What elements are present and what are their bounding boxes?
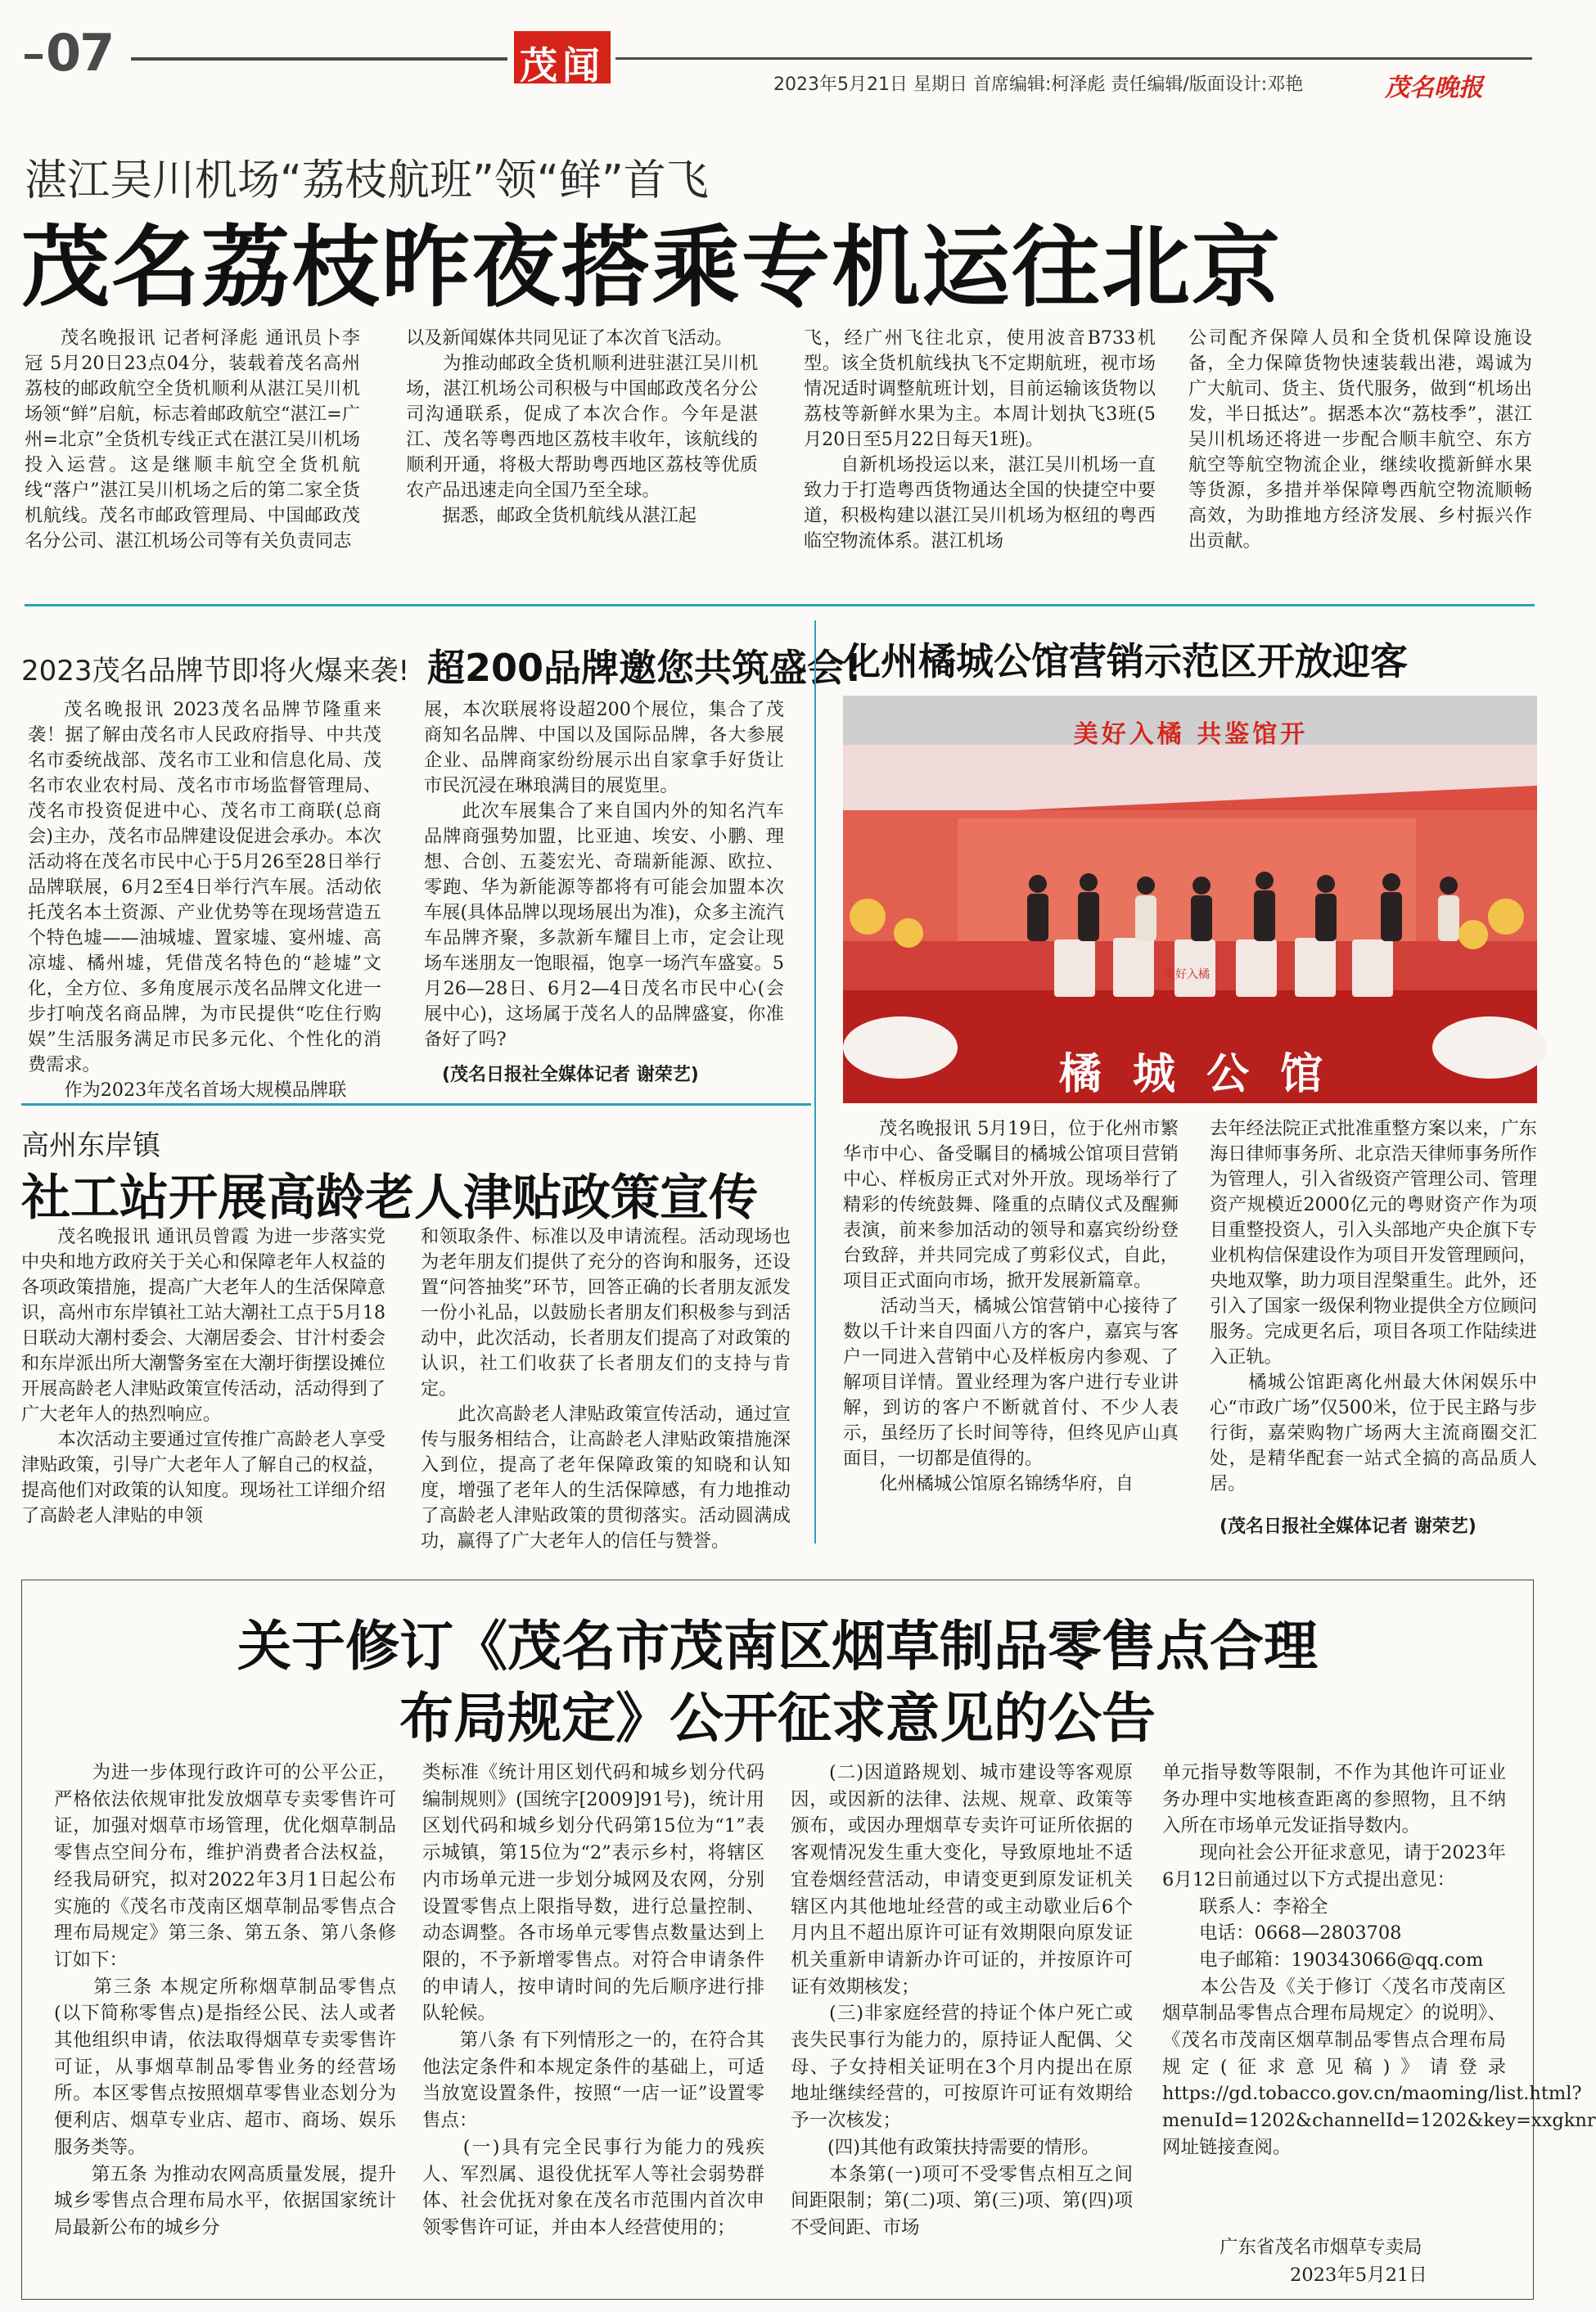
story2-headline: 超200品牌邀您共筑盛会!	[427, 646, 862, 690]
masthead-rule-left	[131, 57, 507, 61]
story3-column-1: 茂名晚报讯 通讯员曾霞 为进一步落实党中央和地方政府关于关心和保障老年人权益的各项政策措施，提高广大老年人的生活保障意识，高州市东岸镇社工站大潮社工点于5月18日联动大潮村委会、大潮居委会、甘汁村委会和东岸派出所大潮警务室在大潮圩街摆设摊位开展高龄老人津贴政策宣传活动，活动得到了广大老年人的热烈响应。 本次活动主要通过宣传推广高龄老人享受津贴政策，引导广大老年人了解自己的权益，提高他们对政策的认知度。现场社工详细介绍了高龄老人津贴的申领	[21, 1226, 385, 1526]
page-number: 07	[25, 23, 113, 83]
notice-column-2: 类标准《统计用区划代码和城乡划分代码编制规则》(国统字[2009]91号)，统计用区划代码和城乡划分代码第15位为“1”表示城镇，第15位为“2”表示乡村，将辖区内市场单元进一步划分城网及农网，分别设置零售点上限指导数，进行总量控制、动态调整。各市场单元零售点数量达到上限的，不予新增零售点。对符合申请条件的申请人，按申请时间的先后顺序进行排队轮候。 第八条 有下列情形之一的，在符合其他法定条件和本规定条件的基础上，可适当放宽设置条件，按照“一店一证”设置零售点： (一)具有完全民事行为能力的残疾人、军烈属、退役优抚军人等社会弱势群体、社会优抚对象在茂名市范围内首次申领零售许可证，并由本人经营使用的；	[422, 1762, 764, 2238]
divider-1	[25, 604, 1535, 606]
photo-panel-text: 美好入橘	[1164, 968, 1210, 981]
story1-column-2: 以及新闻媒体共同见证了本次首飞活动。 为推动邮政全货机顺利进驻湛江吴川机场，湛江机场公司积极与中国邮政茂名分公司沟通联系，促成了本次合作。今年是湛江、茂名等粤西地区荔枝丰收年，该航线的顺利开通，将极大帮助粤西地区荔枝等优质农产品迅速走向全国乃至全球。 据悉，邮政全货机航线从湛江起	[406, 327, 758, 526]
story3-kicker: 高州东岸镇	[21, 1129, 160, 1162]
masthead	[0, 0, 1558, 102]
photo-banner-text: 美好入橘 共鉴馆开	[1073, 720, 1309, 749]
notice-sign-date: 2023年5月21日	[1290, 2265, 1427, 2286]
masthead-rule-right	[615, 57, 1532, 60]
section-label: 茂闻	[520, 43, 605, 88]
story2-byline: (茂名日报社全媒体记者 谢荣艺)	[442, 1065, 699, 1085]
notice-column-4: 单元指导数等限制，不作为其他许可证业务办理中实地核查距离的参照物，且不纳入所在市场单元发证指导数内。 现向社会公开征求意见，请于2023年6月12日前通过以下方式提出意见： 联系人：李裕全 电话：0668—2803708 电子邮箱：190343066@qq.com 本公告及《关于修订〈茂名市茂南区烟草制品零售点合理布局规定〉的说明》、《茂名市茂南区烟草制品零售点合理布局规定(征求意见稿)》请登录https://gd.tobacco.gov.cn/maoming/list.html?menuId=1202&channelId=1202&key=xxgknr网址链接查阅。	[1162, 1762, 1596, 2158]
column-rule-vertical	[814, 620, 816, 1544]
story4-column-2: 去年经法院正式批准重整方案以来，广东海日律师事务所、北京浩天律师事务所作为管理人，引入省级资产管理公司、管理资产规模近2000亿元的粤财资产作为项目重整投资人，引入头部地产央企旗下专业机构信保建设作为项目开发管理顾问，央地双擎，助力项目涅槃重生。此外，还引入了国家一级保利物业提供全方位顾问服务。完成更名后，项目各项工作陆续进入正轨。 橘城公馆距离化州最大休闲娱乐中心“市政广场”仅500米，位于民主路与步行街，嘉荣购物广场两大主流商圈交汇处，是精华配套一站式全搞的高品质人居。	[1210, 1118, 1537, 1494]
photo-stage-text: 橘 城 公 馆	[1058, 1049, 1332, 1099]
story2-kicker: 2023茂名品牌节即将火爆来袭!	[21, 655, 410, 687]
notice-title-line-1: 关于修订《茂名市茂南区烟草制品零售点合理	[237, 1614, 1318, 1678]
notice-title-line-2: 布局规定》公开征求意见的公告	[399, 1686, 1156, 1750]
divider-2	[21, 1103, 811, 1106]
story1-kicker: 湛江吴川机场“荔枝航班”领“鲜”首飞	[25, 156, 709, 205]
notice-column-1: 为进一步体现行政许可的公平公正，严格依法依规审批发放烟草专卖零售许可证，加强对烟草市场管理，优化烟草制品零售点空间分布，维护消费者合法权益，经我局研究，拟对2022年3月1日起公布实施的《茂名市茂南区烟草制品零售点合理布局规定》第三条、第五条、第八条修订如下： 第三条 本规定所称烟草制品零售点(以下简称零售点)是指经公民、法人或者其他组织申请，依法取得烟草专卖零售许可证，从事烟草制品零售业务的经营场所。本区零售点按照烟草零售业态划分为便利店、烟草专业店、超市、商场、娱乐服务类等。 第五条 为推动农网高质量发展，提升城乡零售点合理布局水平，依据国家统计局最新公布的城乡分	[54, 1762, 396, 2238]
story1-headline: 茂名荔枝昨夜搭乘专机运往北京	[21, 217, 1283, 319]
notice-column-3: (二)因道路规划、城市建设等客观原因，或因新的法律、法规、规章、政策等颁布，或因办理烟草专卖许可证所依据的客观情况发生重大变化，导致原地址不适宜卷烟经营活动，申请变更到原发证机关辖区内其他地址经营的或主动歇业后6个月内且不超出原许可证有效期限向原发证机关重新申请新办许可证的，并按原许可证有效期核发； (三)非家庭经营的持证个体户死亡或丧失民事行为能力的，原持证人配偶、父母、子女持相关证明在3个月内提出在原地址继续经营的，可按原许可证有效期给予一次核发； (四)其他有政策扶持需要的情形。 本条第(一)项可不受零售点相互之间间距限制；第(二)项、第(三)项、第(四)项不受间距、市场	[791, 1762, 1133, 2238]
issue-info: 2023年5月21日 星期日 首席编辑:柯泽彪 责任编辑/版面设计:邓艳	[773, 74, 1304, 95]
story1-column-4: 公司配齐保障人员和全货机保障设施设备，全力保障货物快速装载出港，竭诚为广大航司、货主、货代服务，做到“机场出发，半日抵达”。据悉本次“荔枝季”，湛江吴川机场还将进一步配合顺丰航空、东方航空等航空物流企业，继续收揽新鲜水果等货源，多措并举保障粤西航空物流顺畅高效，为助推地方经济发展、乡村振兴作出贡献。	[1188, 327, 1532, 552]
story3-headline: 社工站开展高龄老人津贴政策宣传	[21, 1170, 758, 1227]
story4-byline: (茂名日报社全媒体记者 谢荣艺)	[1220, 1517, 1477, 1537]
newspaper-logo: 茂名晚报	[1385, 74, 1483, 102]
story4-column-1: 茂名晚报讯 5月19日，位于化州市繁华市中心、备受瞩目的橘城公馆项目营销中心、样板房正式对外开放。现场举行了精彩的传统鼓舞、隆重的点睛仪式及醒狮表演，前来参加活动的领导和嘉宾纷纷登台致辞，并共同完成了剪彩仪式，自此，项目正式面向市场，掀开发展新篇章。 活动当天，橘城公馆营销中心接待了数以千计来自四面八方的客户，嘉宾与客户一同进入营销中心及样板房内参观、了解项目详情。置业经理为客户进行专业讲解，到访的客户不断就首付、不少人表示，虽经历了长时间等待，但终见庐山真面目，一切都是值得的。 化州橘城公馆原名锦绣华府，自	[843, 1118, 1179, 1494]
notice-signer: 广东省茂名市烟草专卖局	[1220, 2237, 1422, 2258]
story4-headline: 化州橘城公馆营销示范区开放迎客	[843, 639, 1408, 683]
story2-column-1: 茂名晚报讯 2023茂名品牌节隆重来袭！据了解由茂名市人民政府指导、中共茂名市委统战部、茂名市工业和信息化局、茂名市农业农村局、茂名市市场监督管理局、茂名市投资促进中心、茂名市工商联(总商会)主办，茂名市品牌建设促进会承办。本次活动将在茂名市民中心于5月26至28日举行品牌联展，6月2至4日举行汽车展。活动依托茂名本土资源、产业优势等在现场营造五个特色墟——油城墟、置家墟、宴州墟、高凉墟、橘州墟，凭借茂名特色的“趁墟”文化，全方位、多角度展示茂名品牌文化进一步打响茂名商品牌，为市民提供“吃住行购娱”生活服务满足市民多元化、个性化的消费需求。 作为2023年茂名首场大规模品牌联	[28, 699, 381, 1101]
story3-column-2: 和领取条件、标准以及申请流程。活动现场也为老年朋友们提供了充分的咨询和服务，还设置“问答抽奖”环节，回答正确的长者朋友派发一份小礼品，以鼓励长者朋友们积极参与到活动中，此次活动，长者朋友们提高了对政策的认识，社工们收获了长者朋友们的支持与肯定。 此次高龄老人津贴政策宣传活动，通过宣传与服务相结合，让高龄老人津贴政策措施深入到位，提高了老年保障政策的知晓和认知度，增强了老年人的生活保障感，有力地推动了高龄老人津贴政策的贯彻落实。活动圆满成功，赢得了广大老年人的信任与赞誉。	[421, 1226, 791, 1552]
story1-column-3: 飞，经广州飞往北京，使用波音B733机型。该全货机航线执飞不定期航班，视市场情况适时调整航班计划，目前运输该货物以荔枝等新鲜水果为主。本周计划执飞3班(5月20日至5月22日每天1班)。 自新机场投运以来，湛江吴川机场一直致力于打造粤西货物通达全国的快捷空中要道，积极构建以湛江吴川机场为枢纽的粤西临空物流体系。湛江机场	[804, 327, 1156, 552]
story1-column-1: 茂名晚报讯 记者柯泽彪 通讯员卜李冠 5月20日23点04分，装载着茂名高州荔枝的邮政航空全货机顺利从湛江吴川机场领“鲜”启航，标志着邮政航空“湛江=广州=北京”全货机专线正式在湛江吴川机场投入运营。这是继顺丰航空全货机航线“落户”湛江吴川机场之后的第二家全货机航线。茂名市邮政管理局、中国邮政茂名分公司、湛江机场公司等有关负责同志	[25, 327, 360, 552]
story4-photo	[843, 696, 1537, 1103]
story2-column-2: 展，本次联展将设超200个展位，集合了茂商知名品牌、中国以及国际品牌，各大参展企业、品牌商家纷纷展示出自家拿手好货让市民沉浸在琳琅满目的展览里。 此次车展集合了来自国内外的知名汽车品牌商强势加盟，比亚迪、埃安、小鹏、理想、合创、五菱宏光、奇瑞新能源、欧拉、零跑、华为新能源等都将有可能会加盟本次车展(具体品牌以现场展出为准)，众多主流汽车品牌齐聚，多款新车耀目上市，定会让现场车迷朋友一饱眼福，饱享一场汽车盛宴。5月26—28日、6月2—4日茂名市民中心(会展中心)，这场属于茂名人的品牌盛宴，你准备好了吗?	[424, 699, 784, 1050]
